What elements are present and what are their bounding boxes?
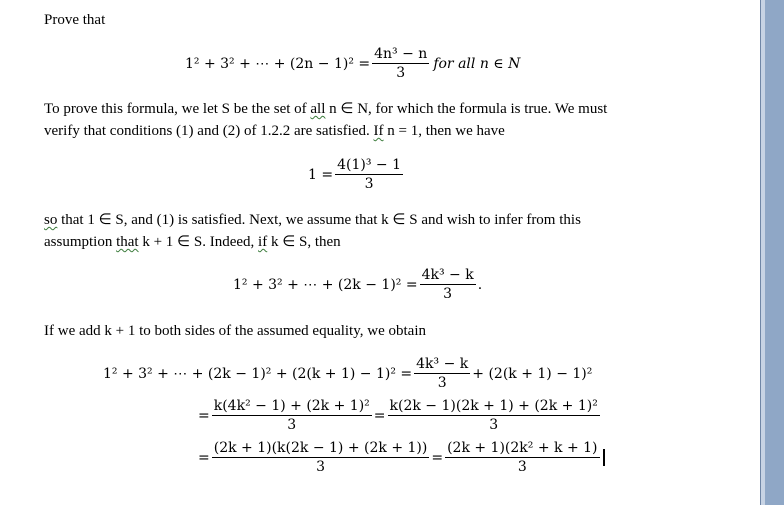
- paragraph-line-2: [44, 122, 505, 140]
- p2-b: If: [373, 123, 384, 139]
- right-side-panel: [760, 0, 784, 505]
- p4-a: assumption: [44, 234, 117, 250]
- eq3-denominator: 3: [443, 286, 453, 302]
- eq4-line1-lhs: 1² + 3² + ⋯ + (2k − 1)² + (2(k + 1) − 1)² =: [103, 365, 413, 382]
- eq1-fraction: [372, 46, 429, 81]
- equation-step-1: [103, 356, 592, 391]
- eq1-numerator: 4n³ − n: [374, 46, 428, 62]
- equation-step-2: [198, 398, 602, 433]
- equation-step-3: [198, 440, 605, 475]
- p4-c: k + 1 ∈ S. Indeed,: [138, 234, 259, 250]
- p2-c: n = 1, then we have: [383, 123, 505, 139]
- eq4-line3-denominator-1: 3: [316, 459, 325, 475]
- side-panel-edge: [761, 0, 765, 505]
- p3-a: so: [44, 212, 58, 228]
- eq4-line3-denominator-2: 3: [517, 459, 527, 475]
- eq4-line1-denominator: 3: [437, 375, 447, 391]
- eq4-line2-fraction-1: [212, 398, 372, 433]
- eq4-line2-equals-2: =: [373, 407, 386, 424]
- p4-d: if: [258, 234, 268, 250]
- eq4-line3-numerator-2: (2k + 1)(2k² + k + 1): [447, 440, 598, 456]
- equation-main: [185, 46, 520, 81]
- eq4-line2-denominator-2: 3: [489, 417, 499, 433]
- eq4-line2-fraction-2: [388, 398, 600, 433]
- p3-b: that 1 ∈ S, and (1) is satisfied. Next, we assume that k ∈ S and wish to infer from this: [57, 212, 581, 228]
- p2-a: verify that conditions (1) and (2) of 1.2.2 are satisfied.: [44, 123, 374, 139]
- p1-a: To prove this formula, we let S be the set of: [44, 101, 311, 117]
- paragraph-line-3: [44, 211, 581, 229]
- paragraph-line-4: [44, 233, 341, 251]
- eq3-tail: .: [477, 276, 483, 293]
- eq1-lhs: 1² + 3² + ⋯ + (2n − 1)² =: [185, 55, 371, 72]
- eq4-line2-numerator-1: k(4k² − 1) + (2k + 1)²: [213, 398, 370, 414]
- p1-b: all: [310, 101, 326, 117]
- eq2-lhs: 1 =: [308, 166, 334, 183]
- eq3-fraction: [420, 267, 476, 302]
- eq4-line2-equals: =: [198, 407, 210, 424]
- eq2-numerator: 4(1)³ − 1: [337, 157, 401, 173]
- eq3-lhs: 1² + 3² + ⋯ + (2k − 1)² =: [233, 276, 418, 293]
- eq3-numerator: 4k³ − k: [421, 267, 474, 283]
- prove-that-text: Prove that: [44, 12, 106, 28]
- eq4-line3-equals: =: [198, 449, 210, 466]
- eq4-line1-numerator: 4k³ − k: [416, 356, 469, 372]
- eq4-line1-tail: + (2(k + 1) − 1)²: [472, 365, 593, 382]
- eq1-tail: for all n ∈ N: [433, 55, 521, 72]
- eq1-denominator: 3: [396, 65, 406, 81]
- eq4-line2-numerator-2: k(2k − 1)(2k + 1) + (2k + 1)²: [389, 398, 598, 414]
- p4-e: k ∈ S, then: [267, 234, 341, 250]
- eq4-line2-denominator-1: 3: [287, 417, 297, 433]
- paragraph-line-5: If we add k + 1 to both sides of the assumed equality, we obtain: [44, 323, 426, 339]
- equation-hypothesis: [233, 267, 482, 302]
- text-cursor: [603, 449, 605, 466]
- eq2-denominator: 3: [364, 176, 374, 192]
- equation-base-case: [308, 157, 405, 192]
- paragraph-line-1: [44, 100, 607, 118]
- eq4-line1-fraction: [414, 356, 470, 391]
- eq2-fraction: [335, 157, 403, 192]
- eq4-line3-fraction-1: [212, 440, 430, 475]
- eq4-line3-equals-2: =: [431, 449, 444, 466]
- p4-b: that: [116, 234, 139, 250]
- eq4-line3-numerator-1: (2k + 1)(k(2k − 1) + (2k + 1)): [213, 440, 428, 456]
- p1-c: n ∈ N, for which the formula is true. We must: [325, 101, 608, 117]
- eq4-line3-fraction-2: [445, 440, 599, 475]
